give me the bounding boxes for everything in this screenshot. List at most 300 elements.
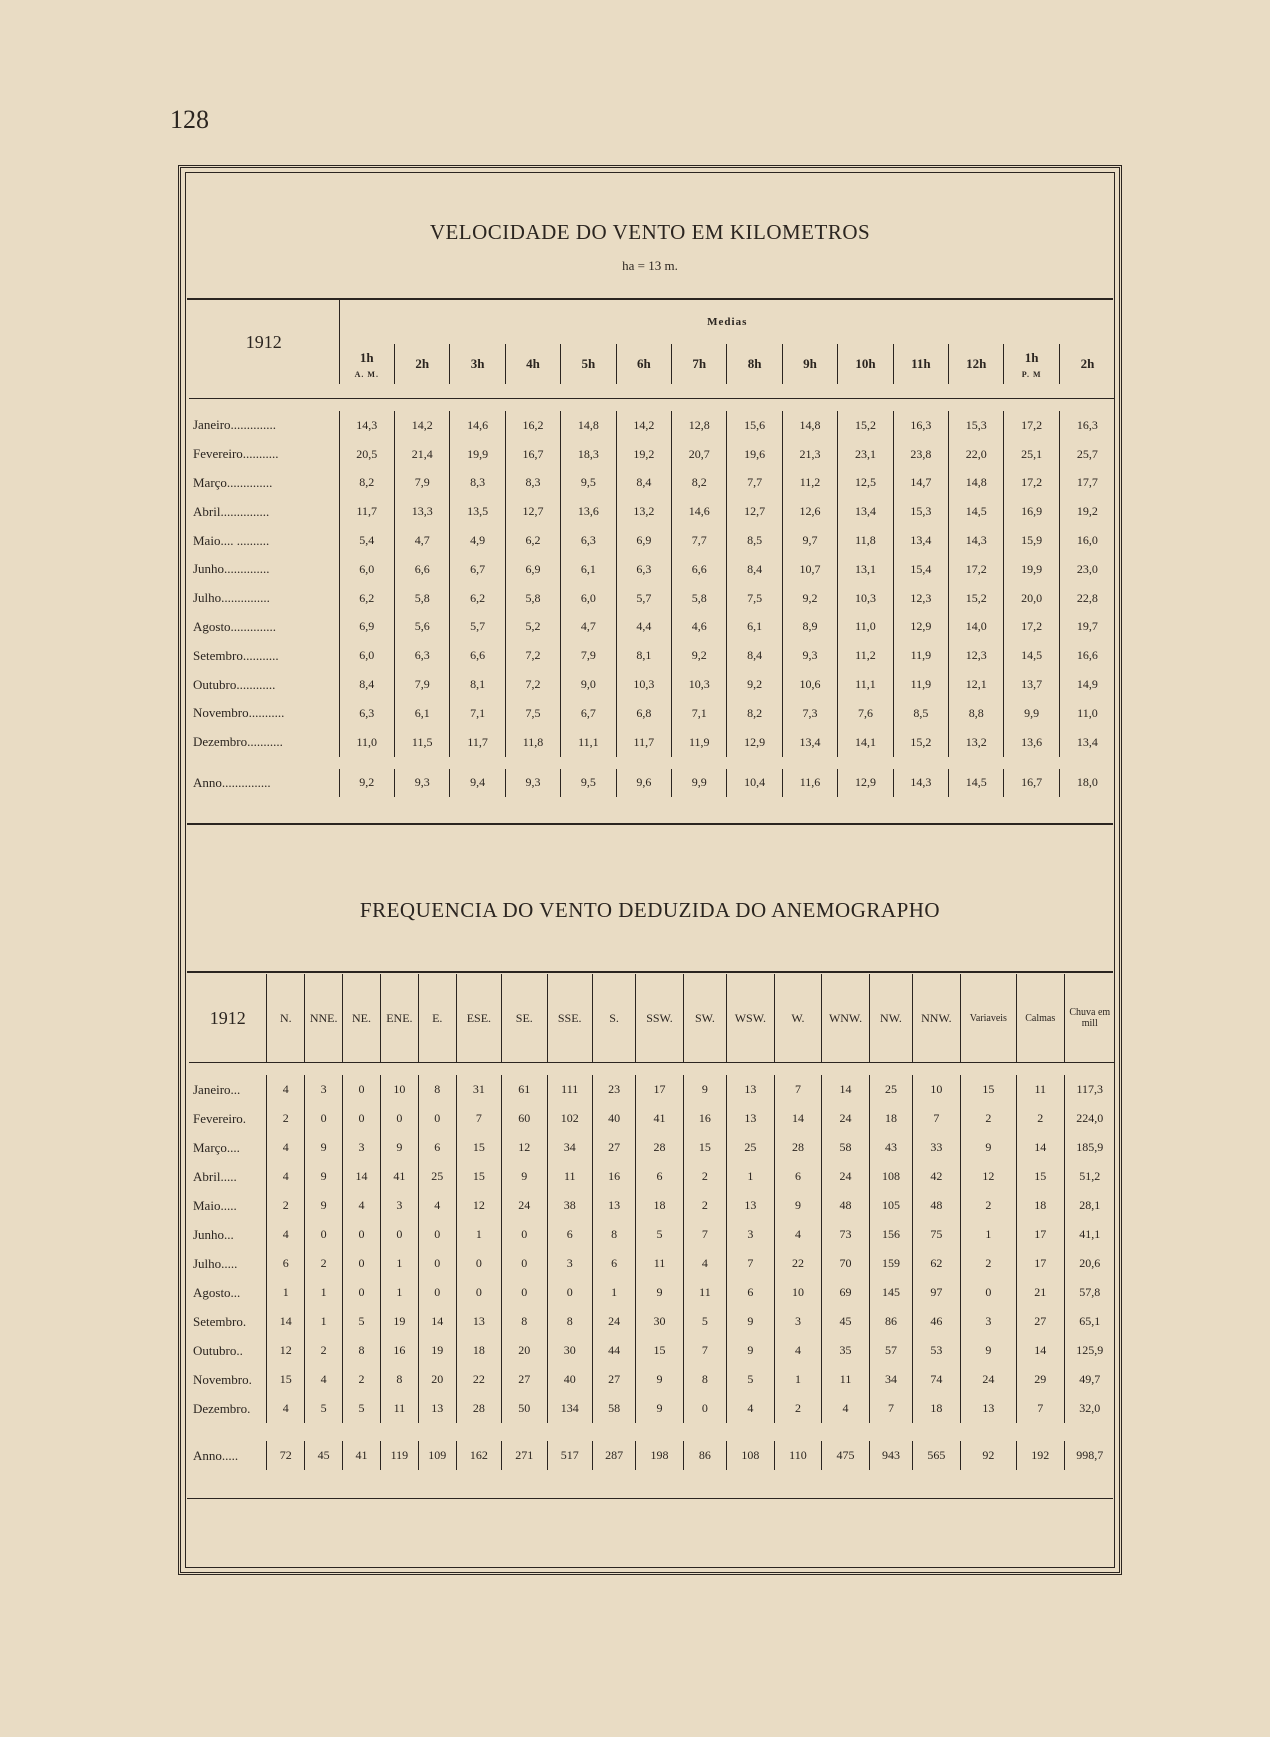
value-cell: 22,8 (1059, 584, 1115, 613)
value-cell: 18,0 (1059, 769, 1115, 798)
value-cell: 11 (636, 1249, 684, 1278)
value-cell: 42 (913, 1162, 961, 1191)
direction-header: E. (418, 974, 456, 1063)
value-cell: 19,6 (727, 440, 782, 469)
value-cell: 9 (636, 1394, 684, 1423)
value-cell: 1 (727, 1162, 775, 1191)
direction-header: NNW. (913, 974, 961, 1063)
value-cell: 7 (774, 1075, 822, 1104)
value-cell: 18 (869, 1104, 912, 1133)
value-cell: 8,5 (727, 526, 782, 555)
value-cell: 12 (456, 1191, 501, 1220)
hour-header: 6h (616, 344, 671, 384)
value-cell: 9 (960, 1133, 1016, 1162)
value-cell: 9,2 (672, 641, 727, 670)
value-cell: 23,8 (893, 440, 948, 469)
value-cell: 8,4 (339, 670, 394, 699)
table-row (189, 555, 1115, 584)
value-cell: 16,7 (1004, 769, 1059, 798)
value-cell: 11,7 (450, 728, 505, 757)
value-cell: 9 (683, 1075, 726, 1104)
value-cell: 5,7 (450, 613, 505, 642)
value-cell: 5,2 (505, 613, 560, 642)
value-cell: 6,2 (450, 584, 505, 613)
value-cell: 58 (592, 1394, 635, 1423)
value-cell: 4,7 (394, 526, 449, 555)
value-cell: 2 (267, 1191, 305, 1220)
title2-rule (187, 971, 1113, 973)
value-cell: 0 (502, 1220, 547, 1249)
value-cell: 14 (418, 1307, 456, 1336)
wind-frequency-title: FREQUENCIA DO VENTO DEDUZIDA DO ANEMOGRAPHO (359, 898, 941, 922)
value-cell: 3 (727, 1220, 775, 1249)
value-cell: 13,3 (394, 497, 449, 526)
value-cell: 0 (305, 1104, 343, 1133)
value-cell: 11,9 (893, 641, 948, 670)
month-label: Janeiro... (193, 1081, 241, 1097)
value-cell: 43 (869, 1133, 912, 1162)
value-cell: 9,5 (561, 769, 616, 798)
value-cell: 9,2 (727, 670, 782, 699)
value-cell: 8,9 (782, 613, 837, 642)
value-cell: 8,4 (727, 555, 782, 584)
gap-row (189, 1423, 1115, 1441)
value-cell: 5,8 (672, 584, 727, 613)
value-cell: 2 (960, 1191, 1016, 1220)
value-cell: 0 (960, 1278, 1016, 1307)
value-cell: 21,4 (394, 440, 449, 469)
direction-header: ESE. (456, 974, 501, 1063)
value-cell: 17,7 (1059, 469, 1115, 498)
month-label: Outubro............ (193, 676, 276, 692)
tables-frame (178, 165, 1122, 1575)
hour-header: 3h (450, 344, 505, 384)
value-cell: 12,9 (727, 728, 782, 757)
value-cell: 21,3 (782, 440, 837, 469)
value-cell: 4 (774, 1220, 822, 1249)
value-cell: 162 (456, 1441, 501, 1470)
value-cell: 14,6 (450, 411, 505, 440)
value-cell: 0 (380, 1104, 418, 1133)
value-cell: 1 (456, 1220, 501, 1249)
month-label: Outubro.. (193, 1342, 243, 1358)
value-cell: 9 (305, 1133, 343, 1162)
value-cell: 10,6 (782, 670, 837, 699)
month-label: Agosto.............. (193, 618, 277, 634)
value-cell: 11,0 (1059, 699, 1115, 728)
value-cell: 7 (913, 1104, 961, 1133)
month-label: Maio..... (193, 1197, 237, 1213)
value-cell: 11,9 (893, 670, 948, 699)
value-cell: 24 (822, 1104, 870, 1133)
value-cell: 58 (822, 1133, 870, 1162)
value-cell: 3 (547, 1249, 592, 1278)
value-cell: 10,3 (838, 584, 893, 613)
value-cell: 1 (592, 1278, 635, 1307)
value-cell: 24 (592, 1307, 635, 1336)
value-cell: 1 (380, 1249, 418, 1278)
value-cell: 111 (547, 1075, 592, 1104)
section-rule (187, 823, 1113, 825)
value-cell: 5 (343, 1394, 381, 1423)
value-cell: 5,4 (339, 526, 394, 555)
value-cell: 53 (913, 1336, 961, 1365)
value-cell: 5,8 (394, 584, 449, 613)
value-cell: 12,9 (893, 613, 948, 642)
value-cell: 57 (869, 1336, 912, 1365)
value-cell: 15 (456, 1133, 501, 1162)
value-cell: 0 (547, 1278, 592, 1307)
value-cell: 27 (1016, 1307, 1064, 1336)
value-cell: 18 (456, 1336, 501, 1365)
direction-header: Chuva em mill (1064, 974, 1115, 1063)
value-cell: 9,2 (782, 584, 837, 613)
value-cell: 1 (267, 1278, 305, 1307)
month-label: Julho............... (193, 590, 270, 606)
value-cell: 119 (380, 1441, 418, 1470)
value-cell: 18,3 (561, 440, 616, 469)
value-cell: 5,6 (394, 613, 449, 642)
direction-header: W. (774, 974, 822, 1063)
page-number: 128 (170, 105, 209, 134)
value-cell: 6,0 (339, 641, 394, 670)
value-cell: 14,0 (949, 613, 1004, 642)
value-cell: 15 (1016, 1162, 1064, 1191)
value-cell: 23 (592, 1075, 635, 1104)
value-cell: 2 (305, 1336, 343, 1365)
value-cell: 12,8 (672, 411, 727, 440)
value-cell: 60 (502, 1104, 547, 1133)
value-cell: 44 (592, 1336, 635, 1365)
table-row (189, 1220, 1115, 1249)
value-cell: 74 (913, 1365, 961, 1394)
value-cell: 51,2 (1064, 1162, 1115, 1191)
wind-direction-header-row (189, 974, 1115, 1063)
value-cell: 7 (456, 1104, 501, 1133)
value-cell: 9 (502, 1162, 547, 1191)
value-cell: 2 (1016, 1104, 1064, 1133)
value-cell: 6 (547, 1220, 592, 1249)
value-cell: 2 (343, 1365, 381, 1394)
value-cell: 25,1 (1004, 440, 1059, 469)
value-cell: 4,9 (450, 526, 505, 555)
value-cell: 7,9 (561, 641, 616, 670)
value-cell: 10,7 (782, 555, 837, 584)
value-cell: 4 (267, 1133, 305, 1162)
value-cell: 20 (502, 1336, 547, 1365)
header-spacer (189, 384, 1115, 399)
hour-header: 5h (561, 344, 616, 384)
value-cell: 12,5 (838, 469, 893, 498)
hour-header: 2h (1059, 344, 1115, 384)
table-row (189, 613, 1115, 642)
table-row (189, 1133, 1115, 1162)
month-label: Novembro. (193, 1371, 252, 1387)
value-cell: 10 (774, 1278, 822, 1307)
value-cell: 271 (502, 1441, 547, 1470)
table-row (189, 1307, 1115, 1336)
value-cell: 11,7 (339, 497, 394, 526)
value-cell: 0 (418, 1278, 456, 1307)
value-cell: 29 (1016, 1365, 1064, 1394)
value-cell: 17,2 (949, 555, 1004, 584)
value-cell: 105 (869, 1191, 912, 1220)
value-cell: 25 (869, 1075, 912, 1104)
hour-header: 10h (838, 344, 893, 384)
value-cell: 7,3 (782, 699, 837, 728)
value-cell: 9 (636, 1278, 684, 1307)
value-cell: 4 (343, 1191, 381, 1220)
value-cell: 20,5 (339, 440, 394, 469)
month-label: Julho..... (193, 1255, 238, 1271)
value-cell: 33 (913, 1133, 961, 1162)
value-cell: 13,6 (1004, 728, 1059, 757)
value-cell: 45 (822, 1307, 870, 1336)
value-cell: 70 (822, 1249, 870, 1278)
value-cell: 3 (380, 1191, 418, 1220)
value-cell: 159 (869, 1249, 912, 1278)
value-cell: 110 (774, 1441, 822, 1470)
hour-header: 9h (782, 344, 837, 384)
month-label: Maio.... .......... (193, 532, 270, 548)
month-label: Fevereiro. (193, 1110, 247, 1126)
direction-header: SSW. (636, 974, 684, 1063)
value-cell: 1 (774, 1365, 822, 1394)
value-cell: 15,2 (893, 728, 948, 757)
value-cell: 28 (774, 1133, 822, 1162)
value-cell: 32,0 (1064, 1394, 1115, 1423)
direction-header: WNW. (822, 974, 870, 1063)
value-cell: 13 (960, 1394, 1016, 1423)
value-cell: 11,5 (394, 728, 449, 757)
value-cell: 475 (822, 1441, 870, 1470)
value-cell: 3 (305, 1075, 343, 1104)
value-cell: 14,5 (949, 769, 1004, 798)
value-cell: 13,2 (616, 497, 671, 526)
value-cell: 14 (774, 1104, 822, 1133)
value-cell: 7 (727, 1249, 775, 1278)
value-cell: 0 (343, 1075, 381, 1104)
value-cell: 11,9 (672, 728, 727, 757)
value-cell: 9,7 (782, 526, 837, 555)
value-cell: 4 (683, 1249, 726, 1278)
value-cell: 28 (636, 1133, 684, 1162)
value-cell: 10,3 (672, 670, 727, 699)
value-cell: 10 (380, 1075, 418, 1104)
value-cell: 7,9 (394, 469, 449, 498)
value-cell: 14,3 (339, 411, 394, 440)
value-cell: 22 (456, 1365, 501, 1394)
value-cell: 0 (343, 1278, 381, 1307)
value-cell: 9,6 (616, 769, 671, 798)
value-cell: 15,9 (1004, 526, 1059, 555)
table-row (189, 1249, 1115, 1278)
value-cell: 1 (305, 1307, 343, 1336)
value-cell: 9 (380, 1133, 418, 1162)
hour-header: 7h (672, 344, 727, 384)
value-cell: 9 (636, 1365, 684, 1394)
value-cell: 9,9 (1004, 699, 1059, 728)
value-cell: 15,2 (949, 584, 1004, 613)
wind-frequency-table (189, 974, 1115, 1470)
value-cell: 6 (774, 1162, 822, 1191)
value-cell: 48 (913, 1191, 961, 1220)
value-cell: 12,9 (838, 769, 893, 798)
value-cell: 15,6 (727, 411, 782, 440)
value-cell: 19,7 (1059, 613, 1115, 642)
value-cell: 20,6 (1064, 1249, 1115, 1278)
value-cell: 62 (913, 1249, 961, 1278)
value-cell: 7,2 (505, 641, 560, 670)
month-label: Dezembro........... (193, 734, 283, 750)
value-cell: 11,2 (838, 641, 893, 670)
value-cell: 8 (683, 1365, 726, 1394)
value-cell: 14,3 (893, 769, 948, 798)
month-label: Abril..... (193, 1168, 237, 1184)
value-cell: 0 (343, 1220, 381, 1249)
wind-speed-table (189, 300, 1115, 797)
value-cell: 40 (547, 1365, 592, 1394)
value-cell: 17 (636, 1075, 684, 1104)
value-cell: 9,3 (505, 769, 560, 798)
value-cell: 16 (380, 1336, 418, 1365)
hour-header: 2h (394, 344, 449, 384)
value-cell: 11 (547, 1162, 592, 1191)
value-cell: 20 (418, 1365, 456, 1394)
table-row (189, 670, 1115, 699)
value-cell: 192 (1016, 1441, 1064, 1470)
value-cell: 6 (636, 1162, 684, 1191)
value-cell: 18 (1016, 1191, 1064, 1220)
value-cell: 15,3 (893, 497, 948, 526)
value-cell: 24 (822, 1162, 870, 1191)
value-cell: 8,3 (505, 469, 560, 498)
value-cell: 4 (727, 1394, 775, 1423)
value-cell: 6 (267, 1249, 305, 1278)
value-cell: 9 (727, 1307, 775, 1336)
value-cell: 8 (343, 1336, 381, 1365)
value-cell: 22,0 (949, 440, 1004, 469)
table-row (189, 1075, 1115, 1104)
value-cell: 134 (547, 1394, 592, 1423)
value-cell: 13,4 (893, 526, 948, 555)
value-cell: 8,2 (339, 469, 394, 498)
value-cell: 61 (502, 1075, 547, 1104)
value-cell: 6,3 (339, 699, 394, 728)
month-label: Abril............... (193, 503, 270, 519)
direction-header: Variaveis (960, 974, 1016, 1063)
value-cell: 9,0 (561, 670, 616, 699)
value-cell: 6,0 (339, 555, 394, 584)
am-label: A. M. (354, 369, 379, 379)
value-cell: 8,2 (672, 469, 727, 498)
value-cell: 30 (636, 1307, 684, 1336)
hour-header: 1h A. M. (339, 344, 394, 384)
value-cell: 14 (1016, 1336, 1064, 1365)
value-cell: 108 (727, 1441, 775, 1470)
medias-text: Medias (707, 316, 748, 328)
month-label: Novembro........... (193, 705, 285, 721)
value-cell: 17 (1016, 1249, 1064, 1278)
value-cell: 12 (502, 1133, 547, 1162)
hour-header: 1h P. M (1004, 344, 1059, 384)
table-row (189, 440, 1115, 469)
value-cell: 6,3 (616, 555, 671, 584)
value-cell: 13 (592, 1191, 635, 1220)
year-label: 1912 (245, 331, 282, 352)
value-cell: 14,5 (1004, 641, 1059, 670)
value-cell: 7,7 (672, 526, 727, 555)
value-cell: 4 (267, 1075, 305, 1104)
value-cell: 7,5 (727, 584, 782, 613)
value-cell: 5,7 (616, 584, 671, 613)
value-cell: 12,7 (727, 497, 782, 526)
value-cell: 49,7 (1064, 1365, 1115, 1394)
month-label: Junho... (193, 1226, 234, 1242)
value-cell: 108 (869, 1162, 912, 1191)
value-cell: 0 (418, 1249, 456, 1278)
value-cell: 8,8 (949, 699, 1004, 728)
value-cell: 1 (380, 1278, 418, 1307)
value-cell: 28,1 (1064, 1191, 1115, 1220)
value-cell: 34 (547, 1133, 592, 1162)
value-cell: 12,7 (505, 497, 560, 526)
value-cell: 8,2 (727, 699, 782, 728)
value-cell: 13,6 (561, 497, 616, 526)
value-cell: 4 (305, 1365, 343, 1394)
value-cell: 4,7 (561, 613, 616, 642)
value-cell: 16,3 (893, 411, 948, 440)
value-cell: 11,8 (838, 526, 893, 555)
value-cell: 16,9 (1004, 497, 1059, 526)
value-cell: 224,0 (1064, 1104, 1115, 1133)
value-cell: 92 (960, 1441, 1016, 1470)
value-cell: 7 (1016, 1394, 1064, 1423)
table-row (189, 1394, 1115, 1423)
value-cell: 50 (502, 1394, 547, 1423)
value-cell: 9,5 (561, 469, 616, 498)
value-cell: 9,2 (339, 769, 394, 798)
direction-header: SW. (683, 974, 726, 1063)
hour-header: 12h (949, 344, 1004, 384)
value-cell: 15,4 (893, 555, 948, 584)
table-row (189, 1336, 1115, 1365)
month-label: Setembro........... (193, 647, 279, 663)
value-cell: 0 (380, 1220, 418, 1249)
value-cell: 16,7 (505, 440, 560, 469)
value-cell: 2 (683, 1162, 726, 1191)
value-cell: 2 (267, 1104, 305, 1133)
gap-row (189, 757, 1115, 769)
value-cell: 17,2 (1004, 469, 1059, 498)
value-cell: 8,4 (727, 641, 782, 670)
month-label: Setembro. (193, 1313, 247, 1329)
table-row (189, 411, 1115, 440)
value-cell: 7,6 (838, 699, 893, 728)
value-cell: 19 (418, 1336, 456, 1365)
value-cell: 156 (869, 1220, 912, 1249)
value-cell: 11,1 (561, 728, 616, 757)
value-cell: 8 (418, 1075, 456, 1104)
value-cell: 25 (727, 1133, 775, 1162)
value-cell: 0 (343, 1249, 381, 1278)
value-cell: 8 (547, 1307, 592, 1336)
value-cell: 14,2 (616, 411, 671, 440)
value-cell: 31 (456, 1075, 501, 1104)
value-cell: 14 (822, 1075, 870, 1104)
value-cell: 12 (960, 1162, 1016, 1191)
direction-header: N. (267, 974, 305, 1063)
